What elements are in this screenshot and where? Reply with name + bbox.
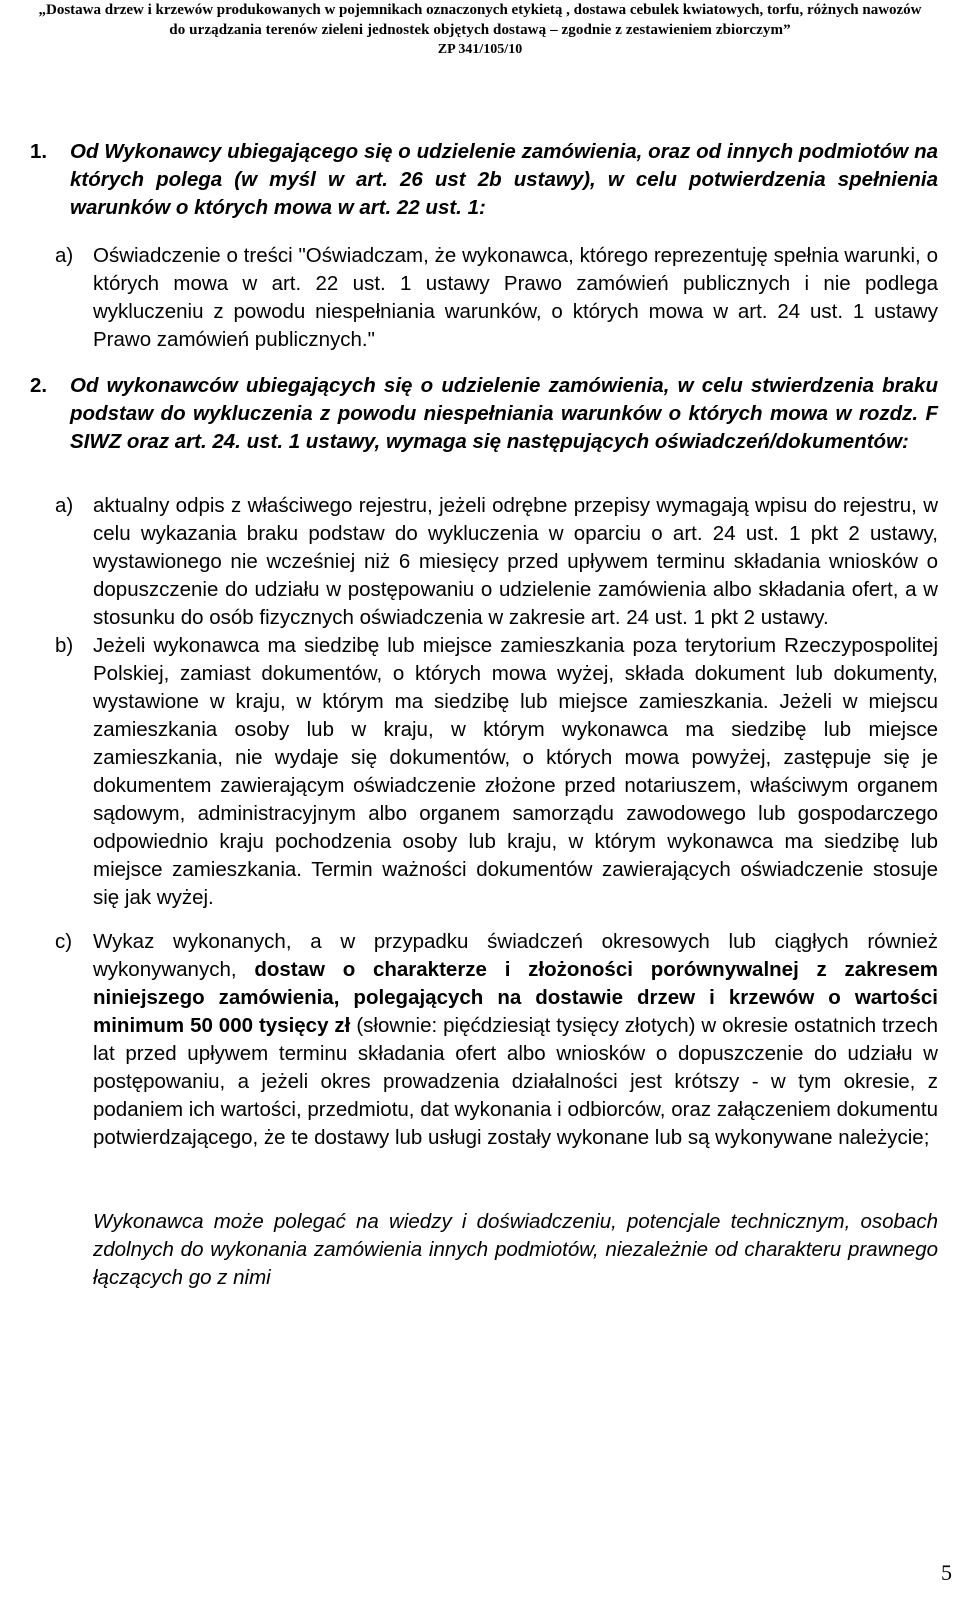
header-line-1: „Dostawa drzew i krzewów produkowanych w pojemnikach oznaczonych etykietą , dostawa cebulek kwiatowych, torfu, różnych nawozów <box>38 2 922 18</box>
section-2-item-c <box>30 928 938 1152</box>
document-body <box>30 138 938 1292</box>
section-1-text: Od Wykonawcy ubiegającego się o udzielenie zamówienia, oraz od innych podmiotów na których polega (w myśl w art. 26 ust 2b ustawy), w celu potwierdzenia spełnienia warunków o których mowa w art. 22 ust. 1: <box>70 140 938 219</box>
page-number: 5 <box>941 1560 952 1585</box>
section-1-number: 1. <box>30 140 48 163</box>
header-reference: ZP 341/105/10 <box>437 42 523 57</box>
item-marker: a) <box>55 494 74 517</box>
item-text: Jeżeli wykonawca ma siedzibę lub miejsce zamieszkania poza terytorium Rzeczypospolitej Polskiej, zamiast dokumentów, o których mowa wyżej, składa dokument lub dokumenty, wystawione w kraju, w którym ma siedzibę lub miejsce zamieszkania. Jeżeli w miejscu zamieszkania osoby lub w kraju, w którym wykonawca ma siedzibę lub miejsce zamieszkania, nie wydaje się dokumentów, o których mowa powyżej, zastępuje się je dokumentem zawierającym oświadczenie złożone przed notariuszem, właściwym organem sądowym, administracyjnym albo organem samorządu zawodowego lub gospodarczego odpowiednio kraju pochodzenia osoby lub kraju, w którym wykonawca ma siedzibę lub miejsce zamieszkania. Termin ważności dokumentów zawierających oświadczenie stosuje się jak wyżej. <box>93 634 938 909</box>
item-marker: b) <box>55 634 74 657</box>
item-text: Oświadczenie o treści "Oświadczam, że wykonawca, którego reprezentuję spełnia warunki, o których mowa w art. 22 ust. 1 ustawy Prawo zamówień publicznych i nie podlega wykluczeniu z powodu niespełniania warunków, o których mowa w art. 24 ust. 1 ustawy Prawo zamówień publicznych." <box>93 244 938 351</box>
section-1-item-a <box>30 242 938 354</box>
section-2-item-a <box>30 492 938 632</box>
item-c-text-pre: Wykaz wykonanych, a w przypadku świadczeń okresowych lub ciągłych również wykonywanych, <box>93 930 938 981</box>
item-marker: a) <box>55 244 74 267</box>
section-2-heading <box>30 372 938 456</box>
section-1-heading <box>30 138 938 222</box>
header-line-2: do urządzania terenów zieleni jednostek objętych dostawą – zgodnie z zestawieniem zbiorczym” <box>169 22 791 38</box>
section-2-number: 2. <box>30 374 48 397</box>
capability-note: Wykonawca może polegać na wiedzy i doświadczeniu, potencjale technicznym, osobach zdolnych do wykonania zamówienia innych podmiotów, niezależnie od charakteru prawnego łączących go z nimi <box>93 1210 938 1289</box>
item-marker: c) <box>55 930 73 953</box>
item-text: aktualny odpis z właściwego rejestru, jeżeli odrębne przepisy wymagają wpisu do rejestru, w celu wykazania braku podstaw do wykluczenia w oparciu o art. 24 ust. 1 pkt 2 ustawy, wystawionego nie wcześniej niż 6 miesięcy przed upływem terminu składania wniosków o dopuszczenie do udziału w postępowaniu o udzielenie zamówienia albo składania ofert, a w stosunku do osób fizycznych oświadczenia w zakresie art. 24 ust. 1 pkt 2 ustawy. <box>93 494 938 629</box>
item-text <box>93 928 938 1152</box>
item-c-text-bold: dostaw o charakterze i złożoności porównywalnej z zakresem niniejszego zamówienia, polegających na dostawie drzew i krzewów o wartości minimum 50 000 tysięcy zł <box>93 958 938 1037</box>
document-header <box>0 0 960 60</box>
section-2-text: Od wykonawców ubiegających się o udzielenie zamówienia, w celu stwierdzenia braku podstaw do wykluczenia z powodu niespełniania warunków o których mowa w rozdz. F SIWZ oraz art. 24. ust. 1 ustawy, wymaga się następujących oświadczeń/dokumentów: <box>70 374 938 453</box>
section-2-item-b <box>30 632 938 912</box>
item-c-text-post: (słownie: pięćdziesiąt tysięcy złotych) w okresie ostatnich trzech lat przed upływem terminu składania ofert albo wniosków o dopuszczenie do udziału w postępowaniu, a jeżeli okres prowadzenia działalności jest krótszy - w tym okresie, z podaniem ich wartości, przedmiotu, dat wykonania i odbiorców, oraz załączeniem dokumentu potwierdzającego, że te dostawy lub usługi zostały wykonane lub są wykonywane należycie; <box>93 1014 938 1149</box>
